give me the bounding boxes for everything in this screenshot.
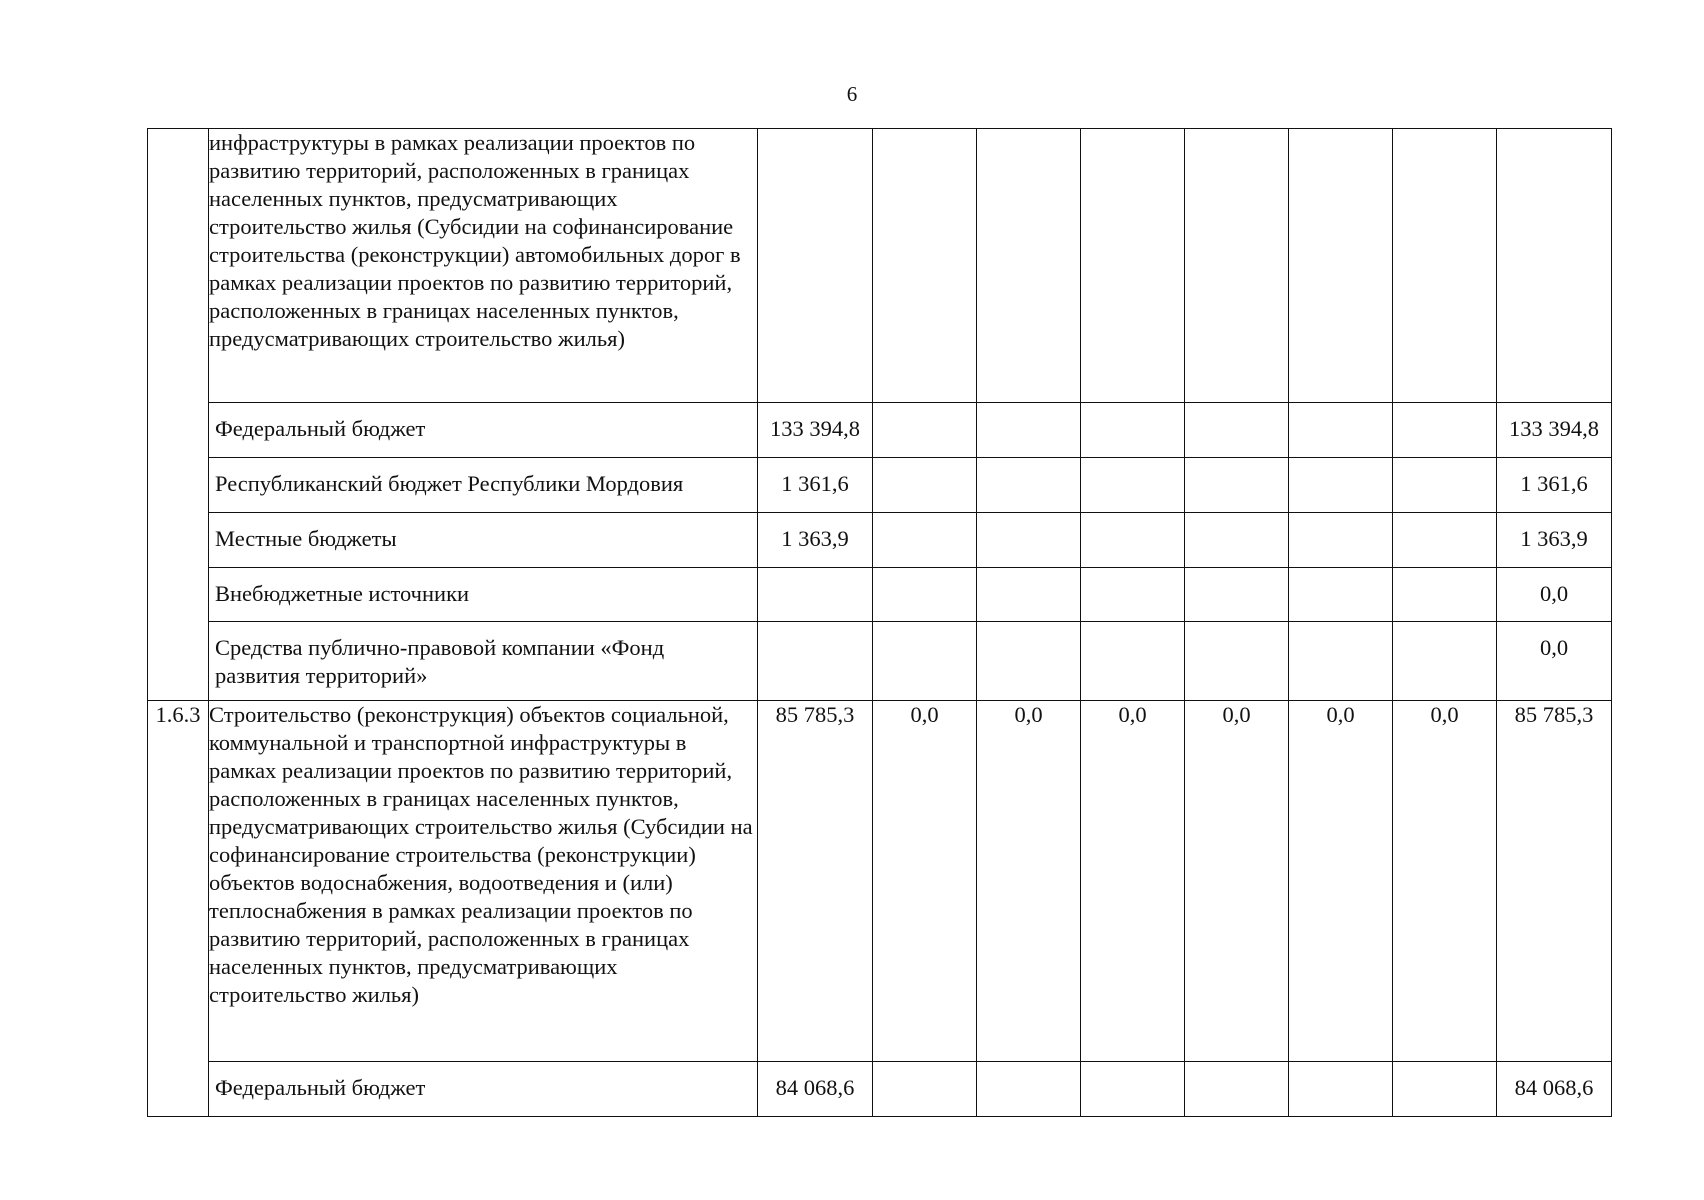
value-cell: 85 785,3: [758, 701, 873, 1062]
value-cell: [873, 513, 977, 568]
value-cell: [758, 129, 873, 403]
value-cell: [1081, 568, 1185, 622]
table-row: [148, 701, 1612, 1062]
table-row: [148, 513, 1612, 568]
value-cell: [977, 513, 1081, 568]
value-cell: [1393, 568, 1497, 622]
row-description: инфраструктуры в рамках реализации проектов по развитию территорий, расположенных в границах населенных пунктов, предусматривающих строительство жилья (Субсидии на софинансирование строительства (реконструкции) автомобильных дорог в рамках реализации проектов по развитию территорий, расположенных в границах населенных пунктов, предусматривающих строительство жилья): [209, 129, 758, 403]
value-cell: [1185, 568, 1289, 622]
total-cell: 1 363,9: [1497, 513, 1612, 568]
value-cell: 0,0: [1393, 701, 1497, 1062]
total-cell: 0,0: [1497, 568, 1612, 622]
row-index: 1.6.3: [148, 701, 209, 1117]
row-description: Строительство (реконструкция) объектов социальной, коммунальной и транспортной инфраструктуры в рамках реализации проектов по развитию территорий, расположенных в границах населенных пунктов, предусматривающих строительство жилья (Субсидии на софинансирование строительства (реконструкции) объектов водоснабжения, водоотведения и (или) теплоснабжения в рамках реализации проектов по развитию территорий, расположенных в границах населенных пунктов, предусматривающих строительство жилья): [209, 701, 758, 1062]
value-cell: [1081, 458, 1185, 513]
value-cell: [873, 568, 977, 622]
value-cell: [977, 1062, 1081, 1117]
row-description: Федеральный бюджет: [209, 403, 758, 458]
value-cell: [1081, 129, 1185, 403]
value-cell: [1289, 568, 1393, 622]
total-cell: 0,0: [1497, 622, 1612, 701]
row-description: Местные бюджеты: [209, 513, 758, 568]
value-cell: [1185, 129, 1289, 403]
value-cell: [977, 622, 1081, 701]
value-cell: [977, 458, 1081, 513]
value-cell: [1081, 1062, 1185, 1117]
page-number: 6: [846, 82, 858, 106]
total-cell: 133 394,8: [1497, 403, 1612, 458]
total-cell: [1497, 129, 1612, 403]
value-cell: 0,0: [1289, 701, 1393, 1062]
value-cell: [1185, 403, 1289, 458]
value-cell: 0,0: [873, 701, 977, 1062]
value-cell: [1289, 403, 1393, 458]
value-cell: [1289, 622, 1393, 701]
table-row: [148, 1062, 1612, 1117]
value-cell: [758, 568, 873, 622]
value-cell: [758, 622, 873, 701]
row-description: Республиканский бюджет Республики Мордовия: [209, 458, 758, 513]
value-cell: 1 363,9: [758, 513, 873, 568]
value-cell: [1393, 513, 1497, 568]
value-cell: [1393, 129, 1497, 403]
value-cell: [873, 403, 977, 458]
value-cell: [873, 129, 977, 403]
value-cell: [1185, 513, 1289, 568]
value-cell: 0,0: [1081, 701, 1185, 1062]
value-cell: [1289, 458, 1393, 513]
value-cell: [1393, 622, 1497, 701]
value-cell: 84 068,6: [758, 1062, 873, 1117]
value-cell: 133 394,8: [758, 403, 873, 458]
value-cell: [873, 1062, 977, 1117]
budget-table: [147, 128, 1612, 1117]
value-cell: [1185, 622, 1289, 701]
value-cell: 0,0: [977, 701, 1081, 1062]
row-description: Внебюджетные источники: [209, 568, 758, 622]
row-description: Средства публично-правовой компании «Фонд развития территорий»: [209, 622, 758, 701]
table-row: [148, 568, 1612, 622]
value-cell: [1081, 513, 1185, 568]
row-description: Федеральный бюджет: [209, 1062, 758, 1117]
total-cell: 84 068,6: [1497, 1062, 1612, 1117]
value-cell: [873, 622, 977, 701]
value-cell: 0,0: [1185, 701, 1289, 1062]
value-cell: [873, 458, 977, 513]
value-cell: [977, 403, 1081, 458]
value-cell: [1393, 403, 1497, 458]
value-cell: [977, 568, 1081, 622]
value-cell: [1185, 458, 1289, 513]
value-cell: 1 361,6: [758, 458, 873, 513]
value-cell: [1185, 1062, 1289, 1117]
table-row: [148, 129, 1612, 403]
value-cell: [977, 129, 1081, 403]
table-row: [148, 458, 1612, 513]
value-cell: [1393, 458, 1497, 513]
table-row: [148, 403, 1612, 458]
row-index: [148, 129, 209, 701]
value-cell: [1081, 622, 1185, 701]
value-cell: [1289, 129, 1393, 403]
value-cell: [1289, 513, 1393, 568]
total-cell: 85 785,3: [1497, 701, 1612, 1062]
value-cell: [1081, 403, 1185, 458]
total-cell: 1 361,6: [1497, 458, 1612, 513]
table-row: [148, 622, 1612, 701]
value-cell: [1289, 1062, 1393, 1117]
value-cell: [1393, 1062, 1497, 1117]
